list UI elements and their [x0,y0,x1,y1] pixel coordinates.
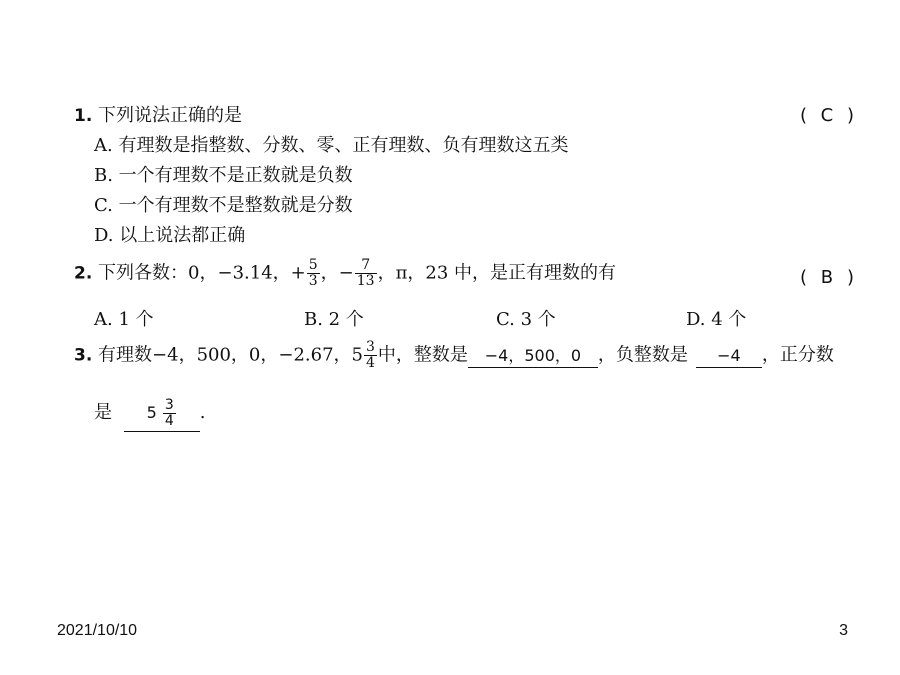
q2-frac2-numerator: 7 [355,258,377,274]
q3-line2-suffix: . [199,402,206,423]
q3-blank-integers: −4，500，0 [468,345,598,368]
q1-option-a: A. 有理数是指整数、分数、零、正有理数、负有理数这五类 [94,135,569,156]
q2-option-c: C. 3 个 [496,309,556,330]
q2-option-d: D. 4 个 [686,309,747,330]
q3-line2 [94,398,205,432]
q2-frac2-denominator: 13 [356,273,375,289]
q2-number: 2. [74,263,93,284]
q2-answer-paren: ( B ) [799,267,854,288]
q2-fraction-7-13 [355,258,377,289]
q2-frac1-numerator: 5 [308,257,318,273]
q1-option-b: B. 一个有理数不是正数就是负数 [94,165,353,186]
q1-answer: C [820,105,834,126]
q2-stem-suffix: ，π，23 中，是正有理数的有 [377,262,617,284]
q3-blank-positive-fractions [124,398,200,432]
q3-blank3-numerator: 3 [164,397,174,413]
q3-stem-mid2: ，负整数是 [597,344,688,366]
q1-option-d: D. 以上说法都正确 [94,225,246,246]
q3-mixed-fraction [364,340,377,371]
q1-stem: 下列说法正确的是 [98,105,243,126]
q2-option-b: B. 2 个 [304,309,364,330]
q1-number: 1. [74,106,93,126]
footer-date: 2021/10/10 [57,622,138,639]
q3-stem-line [74,340,834,371]
q3-stem-prefix: 有理数−4，500，0，−2.67，5 [98,344,363,366]
q3-mixed-numerator: 3 [366,339,375,355]
q3-blank3-denominator: 4 [164,413,174,429]
q1-option-c: C. 一个有理数不是整数就是分数 [94,195,353,216]
q2-stem-line [74,258,616,289]
q1-stem-line [74,104,242,128]
q2-frac1-denominator: 3 [308,273,318,289]
q2-stem-prefix: 下列各数：0，−3.14，+ [98,262,306,284]
q3-mixed-denominator: 4 [366,355,375,371]
q3-blank3-fraction [163,398,176,429]
q2-fraction-5-3 [307,258,320,289]
q3-stem-mid3: ，正分数 [761,344,834,366]
q2-answer: B [820,267,834,288]
q3-number: 3. [74,345,93,366]
q2-option-a: A. 1 个 [94,309,154,330]
q3-line2-prefix: 是 [94,402,112,423]
q2-stem-mid: ，− [320,262,354,284]
q3-blank3-whole: 5 [146,403,157,422]
footer-page-number: 3 [839,622,848,639]
q1-answer-paren: ( C ) [799,105,854,126]
q3-blank-negative-integers: −4 [696,345,762,368]
q3-stem-mid1: 中，整数是 [377,344,468,366]
